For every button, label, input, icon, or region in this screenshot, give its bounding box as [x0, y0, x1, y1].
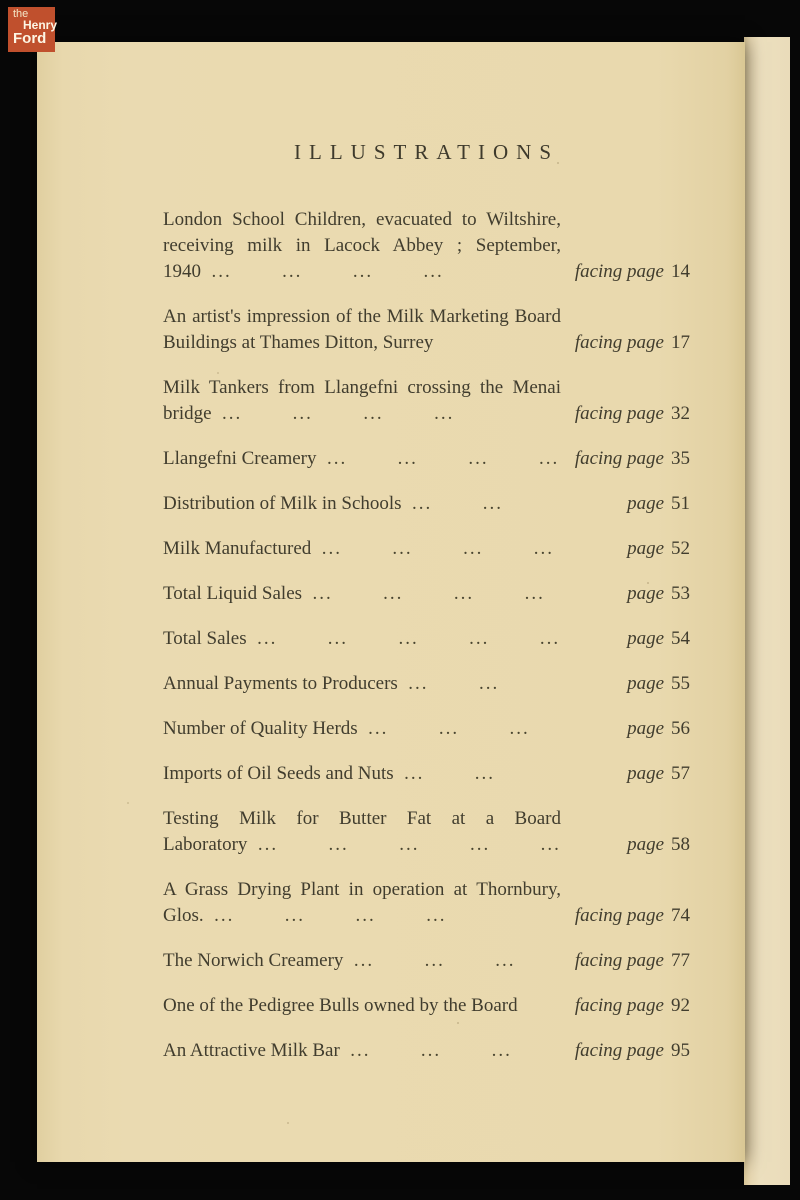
book-page	[37, 42, 745, 1162]
entry-title	[163, 626, 561, 652]
illustration-entry	[163, 491, 690, 517]
page-ref-label: facing page	[574, 950, 664, 971]
entry-page-reference	[567, 903, 690, 929]
logo-text-ford: Ford	[13, 30, 47, 47]
entry-text: London School Children, evacuated to Wiltshire, receiving milk in Lacock Abbey ; September, 1940	[163, 209, 561, 282]
entry-title	[163, 993, 561, 1019]
page-ref-number: 14	[671, 261, 690, 282]
illustration-entry	[163, 446, 690, 472]
entry-text: Total Liquid Sales	[163, 583, 303, 604]
dot-leader: ... ...	[404, 763, 496, 784]
entry-text: Testing Milk for Butter Fat at a Board Laboratory	[163, 808, 561, 855]
entry-title	[163, 207, 561, 285]
entry-page-reference	[619, 716, 690, 742]
entry-page-reference	[619, 832, 690, 858]
page-ref-label: page	[627, 673, 664, 694]
page-ref-label: page	[627, 834, 664, 855]
illustration-entry	[163, 536, 690, 562]
entry-text: Distribution of Milk in Schools	[163, 493, 402, 514]
illustrations-list	[163, 207, 690, 1064]
illustration-entry	[163, 375, 690, 427]
entry-text: A Grass Drying Plant in operation at Thornbury, Glos.	[163, 879, 561, 926]
page-ref-number: 58	[671, 834, 690, 855]
entry-page-reference	[567, 993, 690, 1019]
dot-leader: ... ... ... ... ...	[257, 834, 561, 855]
entry-text: Llangefni Creamery	[163, 448, 317, 469]
page-content	[163, 42, 690, 1083]
page-ref-number: 55	[671, 673, 690, 694]
page-ref-label: facing page	[574, 1040, 664, 1061]
entry-title	[163, 761, 561, 787]
dot-leader: ... ... ...	[368, 718, 530, 739]
entry-text: Milk Manufactured	[163, 538, 312, 559]
dot-leader: ... ... ... ...	[321, 538, 555, 559]
page-ref-number: 52	[671, 538, 690, 559]
page-ref-number: 35	[671, 448, 690, 469]
dot-leader: ... ... ... ...	[221, 403, 455, 424]
entry-page-reference	[619, 536, 690, 562]
page-ref-label: facing page	[574, 403, 664, 424]
entry-text: Imports of Oil Seeds and Nuts	[163, 763, 394, 784]
page-ref-number: 51	[671, 493, 690, 514]
page-ref-label: facing page	[574, 905, 664, 926]
illustration-entry	[163, 877, 690, 929]
illustration-entry	[163, 207, 690, 285]
page-ref-number: 92	[671, 995, 690, 1016]
page-ref-label: page	[627, 493, 664, 514]
dot-leader: ... ... ...	[350, 1040, 512, 1061]
entry-title	[163, 536, 561, 562]
entry-page-reference	[567, 259, 690, 285]
entry-title	[163, 446, 561, 472]
dot-leader: ... ... ... ...	[211, 261, 444, 282]
illustration-entry	[163, 671, 690, 697]
page-ref-number: 77	[671, 950, 690, 971]
page-ref-label: page	[627, 538, 664, 559]
illustration-entry	[163, 716, 690, 742]
page-ref-label: page	[627, 763, 664, 784]
illustration-entry	[163, 304, 690, 356]
entry-page-reference	[567, 948, 690, 974]
dot-leader: ... ...	[412, 493, 503, 514]
entry-page-reference	[567, 330, 690, 356]
entry-title	[163, 375, 561, 427]
illustration-entry	[163, 626, 690, 652]
entry-text: Total Sales	[163, 628, 247, 649]
underlying-page-edge	[744, 37, 790, 1185]
entry-text: Milk Tankers from Llangefni crossing the Menai bridge	[163, 377, 561, 424]
entry-page-reference	[567, 1038, 690, 1064]
logo-text-henry: Henry	[23, 18, 58, 32]
dot-leader: ... ... ... ...	[312, 583, 545, 604]
illustration-entry	[163, 581, 690, 607]
page-ref-label: facing page	[574, 332, 664, 353]
entry-title	[163, 671, 561, 697]
entry-title	[163, 304, 561, 356]
page-ref-label: facing page	[574, 261, 664, 282]
page-ref-number: 53	[671, 583, 690, 604]
entry-title	[163, 877, 561, 929]
entry-text: One of the Pedigree Bulls owned by the Board	[163, 995, 518, 1016]
entry-title	[163, 491, 561, 517]
entry-page-reference	[567, 401, 690, 427]
page-ref-number: 32	[671, 403, 690, 424]
page-ref-number: 74	[671, 905, 690, 926]
page-ref-number: 57	[671, 763, 690, 784]
page-ref-label: facing page	[574, 448, 664, 469]
entry-title	[163, 806, 561, 858]
entry-title	[163, 1038, 561, 1064]
entry-title	[163, 716, 561, 742]
page-ref-number: 54	[671, 628, 690, 649]
entry-page-reference	[619, 761, 690, 787]
page-title: ILLUSTRATIONS	[294, 140, 559, 164]
page-ref-number: 17	[671, 332, 690, 353]
entry-page-reference	[567, 446, 690, 472]
dot-leader: ... ... ... ...	[214, 905, 447, 926]
entry-page-reference	[619, 491, 690, 517]
page-ref-number: 56	[671, 718, 690, 739]
illustration-entry	[163, 993, 690, 1019]
entry-page-reference	[619, 671, 690, 697]
illustration-entry	[163, 806, 690, 858]
henry-ford-logo	[8, 7, 58, 52]
entry-text: Annual Payments to Producers	[163, 673, 398, 694]
entry-page-reference	[619, 581, 690, 607]
entry-title	[163, 581, 561, 607]
entry-title	[163, 948, 561, 974]
dot-leader: ... ... ... ...	[326, 448, 560, 469]
entry-text: An artist's impression of the Milk Marketing Board Buildings at Thames Ditton, Surrey	[163, 306, 561, 353]
illustration-entry	[163, 948, 690, 974]
dot-leader: ... ... ...	[353, 950, 516, 971]
entry-page-reference	[619, 626, 690, 652]
dot-leader: ... ...	[408, 673, 500, 694]
dot-leader: ... ... ... ... ...	[257, 628, 561, 649]
logo-text-the: the	[13, 8, 29, 20]
page-ref-label: page	[627, 628, 664, 649]
page-ref-label: facing page	[574, 995, 664, 1016]
entry-text: Number of Quality Herds	[163, 718, 358, 739]
page-ref-number: 95	[671, 1040, 690, 1061]
entry-text: The Norwich Creamery	[163, 950, 344, 971]
illustration-entry	[163, 1038, 690, 1064]
entry-text: An Attractive Milk Bar	[163, 1040, 340, 1061]
page-ref-label: page	[627, 718, 664, 739]
illustration-entry	[163, 761, 690, 787]
page-ref-label: page	[627, 583, 664, 604]
